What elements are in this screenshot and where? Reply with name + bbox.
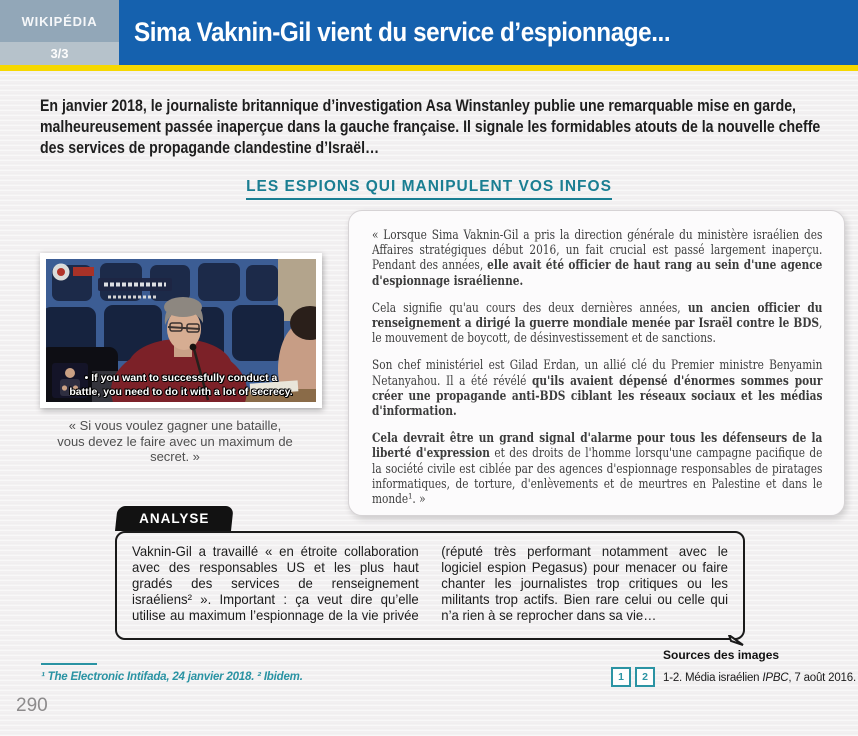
sources-line: 1-2. Média israélien IPBC, 7 août 2016.: [663, 672, 856, 684]
image-badge-2: 2: [635, 667, 655, 687]
footnote: ¹ The Electronic Intifada, 24 janvier 2018. ² Ibidem.: [41, 671, 303, 683]
quote-paragraph-4: Cela devrait être un grand signal d'alarme pour tous les défenseurs de la liberté d'expression et des droits de l'homme lorsqu'une campagne pacifique de la société civile est ciblée par des agences d'espionnage responsables de piratages informatiques, de torture, d'enlèvements et de meurtres en Palestine et dans le monde¹. »: [372, 431, 827, 508]
footnote-rule: [41, 663, 97, 665]
page-indicator-badge: 3/3: [0, 42, 119, 65]
intro-paragraph: En janvier 2018, le journaliste britannique d’investigation Asa Winstanley publie une remarquable mise en garde, malheureusement passée inaperçue dans la gauche française. Il signale les formidables atouts de la nouvelle cheffe des services de propagande clandestine d’Israël…: [40, 97, 821, 157]
quote-paragraph-3: Son chef ministériel est Gilad Erdan, un allié clé du Premier ministre Benyamin Netanyahou. Il a été révélé qu'ils avaient dépensé d'énormes sommes pour créer une propagande anti-BDS ciblant les réseaux sociaux et les médias d'information.: [372, 358, 827, 420]
analysis-box: [115, 531, 745, 640]
page-title: Sima Vaknin-Gil vient du service d’espionnage...: [134, 17, 671, 47]
quote-bubble: [348, 210, 845, 516]
sources-title: Sources des images: [663, 648, 780, 662]
collection-badge: WIKIPÉDIA: [0, 0, 119, 42]
image-badge-1: 1: [611, 667, 631, 687]
quote-text: [372, 228, 827, 508]
subtitle-line-1: • If you want to successfully conduct a: [84, 372, 278, 384]
video-subtitles: [46, 372, 316, 399]
chapter-title-bar: [119, 0, 858, 65]
subtitle-line-2: battle, you need to do it with a lot of secrecy.: [69, 385, 293, 398]
video-still: [46, 259, 316, 402]
section-heading-row: [0, 178, 858, 200]
header-divider: [0, 65, 858, 71]
analyse-tab: [115, 506, 234, 531]
quote-paragraph-2: Cela signifie qu'au cours des deux dernières années, un ancien officier du renseignement a dirigé la guerre mondiale menée par Israël contre le BDS, le mouvement de boycott, de désinvestissement et de sanctions.: [372, 300, 827, 347]
quote-paragraph-1: « Lorsque Sima Vaknin-Gil a pris la direction générale du ministère israélien des Affaires stratégiques début 2016, un fait crucial est passé largement inaperçu. Pendant des années, elle avait été officier de haut rang au sein d'une agence d'espionnage israélienne.: [372, 228, 827, 289]
analysis-text: Vaknin-Gil a travaillé « en étroite collaboration avec des responsables US et les plus haut gradés des services de renseignement israéliens² ». Important : ça veut dire qu’elle utilise au maximum l’espionnage de la vie privée (réputé très performant notamment avec le logiciel espion Pegasus) pour menacer ou faire chanter les journalistes trop critiques ou les militants trop actifs. Bien rare celui ou celle qui n’a rien à se reprocher dans sa vie…: [132, 543, 732, 623]
image-badges: [611, 667, 655, 687]
analyse-tab-label: ANALYSE: [139, 511, 210, 526]
page-number: 290: [16, 695, 48, 716]
video-screenshot-frame: [40, 253, 322, 408]
analysis-box-tail: [727, 635, 745, 647]
section-heading: LES ESPIONS QUI MANIPULENT VOS INFOS: [246, 178, 612, 200]
photo-caption: « Si vous voulez gagner une bataille, vous devez le faire avec un maximum de secret. »: [57, 418, 293, 464]
